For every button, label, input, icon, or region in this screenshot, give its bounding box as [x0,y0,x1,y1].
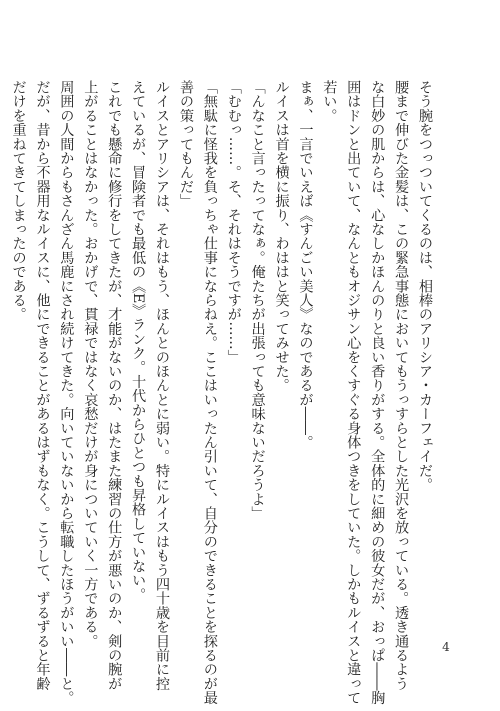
dialogue-line: 「むむっ……。そ、それはそうですが……」 [225,80,242,364]
text-line: えているが、冒険者でも最低の《E》ランク。十代からひとつも昇格していない。 [130,80,147,602]
text-line: 周囲の人間からもさんざん馬鹿にされ続けてきた。向いていないから転職したほうがいい――と。 [58,80,75,705]
text-line: 腰まで伸びた金髪は、この緊急事態においてもうっすらとした光沢を放っている。透き通るよう [393,80,410,691]
page-number: 4 [442,640,450,654]
text-line: これでも懸命に修行をしてきたが、才能がないのか、はたまた練習の仕方が悪いのか、剣の腕が [106,80,123,691]
vertical-text-block [6,80,436,705]
dialogue-line: 「無駄に怪我を負っちゃ仕事にならねえ。ここはいったん引いて、自分のできることを探るのが最 [201,80,218,705]
text-line: そう腕をつっついてくるのは、相棒のアリシア・カーフェイだ。 [417,80,433,492]
text-line: まぁ、一言でいえば《すんごい美人》なのであるが――。 [297,80,314,450]
text-line: な白妙の肌からは、心なしかほんのりと良い香りがする。全体的に細めの彼女だが、おっぱ――胸 [369,80,386,705]
dialogue-line: 善の策ってもんだ」 [177,80,194,208]
text-line: 上がることはなかった。おかげで、貫禄ではなく哀愁だけが身についていく一方である。 [82,80,99,648]
text-line: ルイスとアリシアは、それはもう、ほんとのほんとに弱い。特にルイスはもう四十歳を目前に控 [154,80,171,691]
text-line: 若い。 [321,80,338,123]
text-line: ルイスは首を横に振り、わははと笑ってみせた。 [273,80,290,393]
text-line: 囲はドンと出ていて、なんともオジサン心をくすぐる身体つきをしていた。しかもルイスと違って [345,80,362,705]
dialogue-line: 「んなこと言ったってなぁ。俺たちが出張っても意味ないだろうよ」 [249,80,266,521]
text-line: だが、昔から不器用なルイスに、他にできることがあるはずもなく。こうして、ずるずると年齢 [34,80,51,691]
text-line: だけを重ねてきてしまったのである。 [10,80,27,322]
